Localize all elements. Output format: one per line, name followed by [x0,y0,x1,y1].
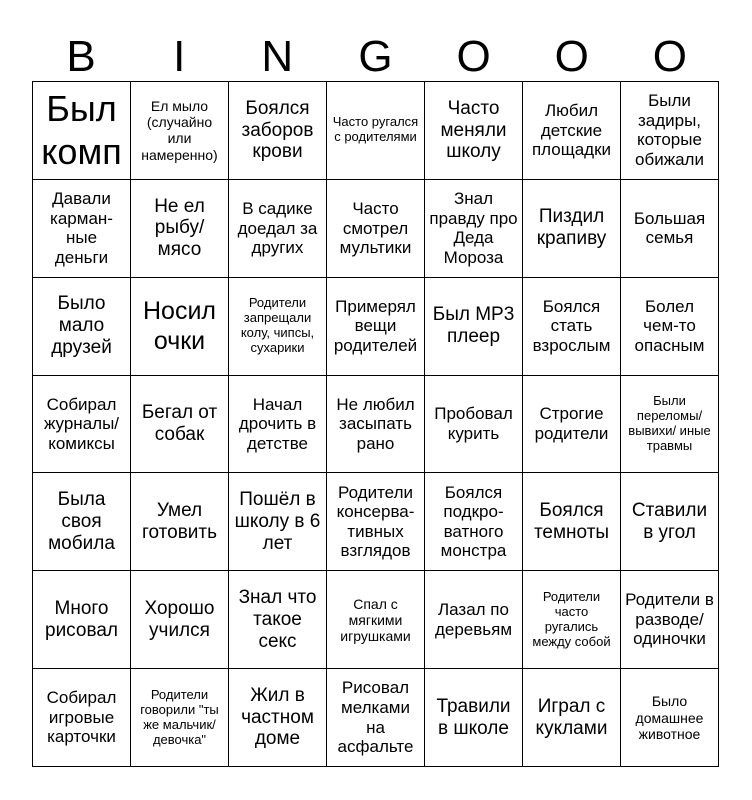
bingo-cell[interactable]: Родители говорили "ты же мальчик/ девочка" [131,669,229,767]
header-letter: O [554,32,589,81]
bingo-cell[interactable]: Играл с куклами [523,669,621,767]
bingo-cell[interactable]: Было домашнее животное [621,669,719,767]
bingo-cell[interactable]: Ставили в угол [621,473,719,571]
bingo-cell[interactable]: Собирал игровые карточки [33,669,131,767]
bingo-cell[interactable]: Знал что такое секс [229,571,327,669]
bingo-cell[interactable]: Спал с мягкими игрушками [327,571,425,669]
bingo-cell[interactable]: В садике доедал за других [229,180,327,278]
bingo-cell[interactable]: Собирал журналы/ комиксы [33,376,131,474]
bingo-cell[interactable]: Примерял вещи родителей [327,278,425,376]
bingo-header [32,26,719,88]
header-letter: I [173,32,186,81]
bingo-cell[interactable]: Давали карман-ные деньги [33,180,131,278]
header-letter: O [456,32,491,81]
bingo-cell[interactable]: Строгие родители [523,376,621,474]
bingo-cell[interactable]: Большая семья [621,180,719,278]
bingo-cell[interactable]: Часто смотрел мультики [327,180,425,278]
bingo-cell[interactable]: Боялся темноты [523,473,621,571]
bingo-cell[interactable]: Травили в школе [425,669,523,767]
bingo-cell[interactable]: Рисовал мелками на асфальте [327,669,425,767]
bingo-cell[interactable]: Умел готовить [131,473,229,571]
bingo-cell[interactable]: Был комп [33,82,131,180]
bingo-grid [32,81,719,767]
bingo-cell[interactable]: Часто ругался с родителями [327,82,425,180]
bingo-cell[interactable]: Родители запрещали колу, чипсы, сухарики [229,278,327,376]
bingo-cell[interactable]: Знал правду про Деда Мороза [425,180,523,278]
bingo-cell[interactable]: Ел мыло (случайно или намеренно) [131,82,229,180]
bingo-cell[interactable]: Боялся заборов крови [229,82,327,180]
bingo-cell[interactable]: Была своя мобила [33,473,131,571]
bingo-cell[interactable]: Лазал по деревьям [425,571,523,669]
bingo-cell[interactable]: Хорошо учился [131,571,229,669]
bingo-cell[interactable]: Родители часто ругались между собой [523,571,621,669]
bingo-cell[interactable]: Пиздил крапиву [523,180,621,278]
bingo-cell[interactable]: Родители в разводе/ одиночки [621,571,719,669]
bingo-cell[interactable]: Был MP3 плеер [425,278,523,376]
bingo-cell[interactable]: Много рисовал [33,571,131,669]
bingo-cell[interactable]: Любил детские площадки [523,82,621,180]
header-letter: G [358,32,393,81]
bingo-cell[interactable]: Бегал от собак [131,376,229,474]
bingo-cell[interactable]: Часто меняли школу [425,82,523,180]
bingo-cell[interactable]: Было мало друзей [33,278,131,376]
bingo-cell[interactable]: Пробовал курить [425,376,523,474]
bingo-cell[interactable]: Носил очки [131,278,229,376]
bingo-cell[interactable]: Были переломы/ вывихи/ иные травмы [621,376,719,474]
bingo-cell[interactable]: Были задиры, которые обижали [621,82,719,180]
bingo-cell[interactable]: Болел чем-то опасным [621,278,719,376]
bingo-cell[interactable]: Не ел рыбу/ мясо [131,180,229,278]
bingo-cell[interactable]: Не любил засыпать рано [327,376,425,474]
bingo-cell[interactable]: Родители консерва-тивных взглядов [327,473,425,571]
header-letter: B [66,32,96,81]
bingo-cell[interactable]: Жил в частном доме [229,669,327,767]
bingo-cell[interactable]: Боялся стать взрослым [523,278,621,376]
bingo-cell[interactable]: Пошёл в школу в 6 лет [229,473,327,571]
header-letter: O [652,32,687,81]
bingo-cell[interactable]: Начал дрочить в детстве [229,376,327,474]
header-letter: N [261,32,294,81]
bingo-cell[interactable]: Боялся подкро-ватного монстра [425,473,523,571]
